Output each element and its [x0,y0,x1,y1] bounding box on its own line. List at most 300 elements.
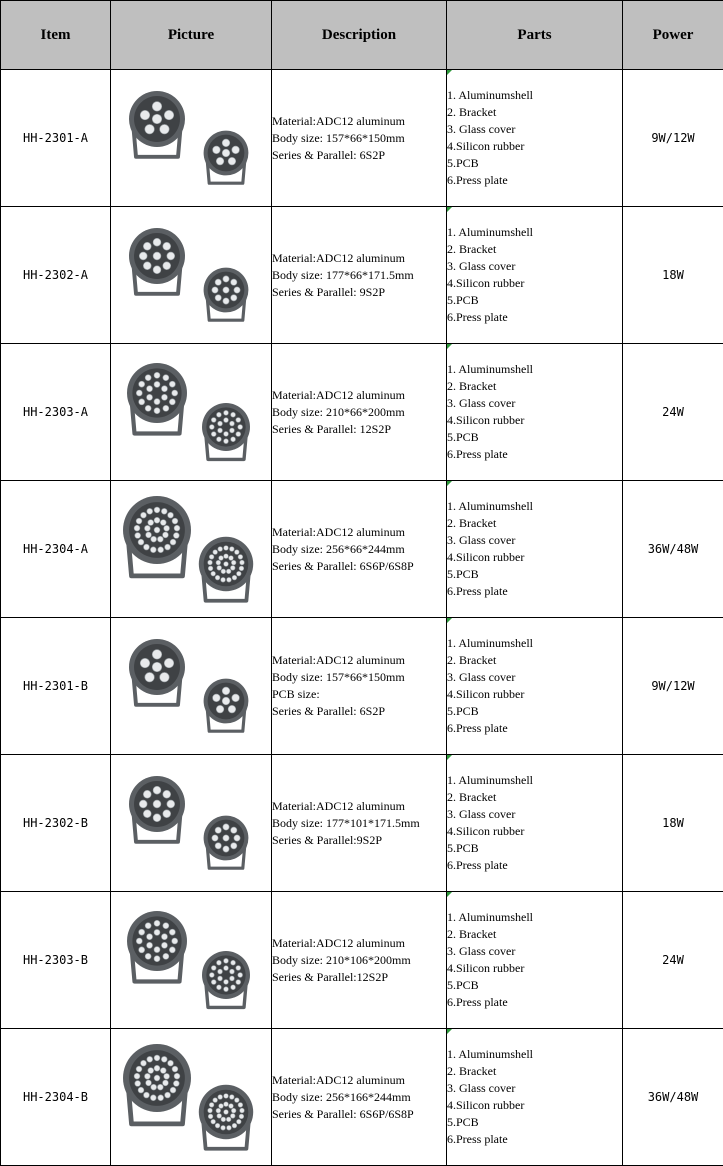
led-dot [215,279,221,285]
item-code: HH-2303-A [1,344,111,481]
led-dot [154,1075,160,1081]
parts-cell [447,755,623,892]
item-code: HH-2302-A [1,207,111,344]
parts-line: 3. Glass cover [447,670,516,684]
description-cell [272,755,447,892]
parts-cell [447,618,623,755]
led-dot [163,953,169,959]
led-dot [169,947,175,953]
description-line: Body size: 210*66*200mm [272,404,405,419]
led-dot [236,980,241,985]
parts-cell [447,344,623,481]
led-dot [228,705,236,713]
led-dot [232,146,240,154]
led-dot [143,790,151,798]
led-dot [231,279,237,285]
led-dot [217,960,222,965]
table-row [1,481,723,618]
description-line: Body size: 256*166*244mm [272,1089,411,1104]
led-dot [224,546,229,551]
description-line: Body size: 210*106*200mm [272,952,411,967]
led-dot [145,124,155,134]
led-dot [217,985,222,990]
led-dot [213,550,218,555]
cell-marker-icon [447,481,452,486]
led-dot [232,1123,237,1128]
description-line: Body size: 177*66*171.5mm [272,267,414,282]
power-value: 18W [623,755,723,892]
led-dot [135,1081,141,1087]
led-dot [211,966,216,971]
description-cell [272,618,447,755]
spotlight-product-icon [111,484,269,614]
led-dot [209,425,214,430]
table-row [1,618,723,755]
parts-line: 5.PCB [447,293,479,307]
led-dot [228,157,236,165]
description-line: Series & Parallel: 12S2P [272,421,391,436]
led-dot [215,295,221,301]
led-dot [230,969,235,974]
spotlight-product-icon [111,895,269,1025]
led-dot [223,835,229,841]
parts-line: 5.PCB [447,1115,479,1129]
led-dot [226,569,231,574]
description-cell [272,892,447,1029]
led-dot [231,960,236,965]
led-dot [240,560,245,565]
led-dot [217,412,222,417]
parts-line: 4.Silicon rubber [447,687,525,701]
parts-cell [447,892,623,1029]
item-code: HH-2304-B [1,1029,111,1166]
product-picture [111,207,272,344]
led-dot [230,1114,235,1119]
parts-cell [447,481,623,618]
led-dot [237,1119,242,1124]
led-dot [158,1095,164,1101]
led-dot [224,1094,229,1099]
led-dot [154,517,160,523]
led-dot [208,1108,213,1113]
led-dot [224,562,229,567]
led-dot [223,824,229,830]
led-dot [164,658,174,668]
led-dot [232,575,237,580]
led-dot [219,556,224,561]
parts-line: 4.Silicon rubber [447,1098,525,1112]
led-dot [161,394,167,400]
led-dot [224,1110,229,1115]
power-value: 36W/48W [623,1029,723,1166]
led-dot [219,1104,224,1109]
led-dot [216,1108,221,1113]
led-dot [154,929,160,935]
description-line: Material:ADC12 aluminum [272,798,405,813]
led-dot [215,843,221,849]
led-dot [151,1084,157,1090]
led-dot [209,555,214,560]
led-dot [234,287,240,293]
led-dot [236,432,241,437]
led-dot [151,536,157,542]
led-dot [145,375,151,381]
description-line: Material:ADC12 aluminum [272,935,405,950]
led-dot [163,375,169,381]
led-dot [209,1103,214,1108]
led-dot [215,1123,220,1128]
led-dot [145,1073,151,1079]
led-dot [160,520,166,526]
led-dot [238,1103,243,1108]
led-dot [218,1095,223,1100]
parts-line: 3. Glass cover [447,1081,516,1095]
led-dot [215,575,220,580]
product-picture [111,481,272,618]
led-dot [216,560,221,565]
parts-line: 5.PCB [447,430,479,444]
led-dot [145,923,151,929]
product-picture [111,892,272,1029]
led-dot [160,672,170,682]
led-dot [145,672,155,682]
description-line: Series & Parallel: 6S2P [272,704,385,718]
led-dot [211,980,216,985]
led-dot [143,262,151,270]
led-dot [218,428,223,433]
parts-line: 6.Press plate [447,858,508,872]
led-dot [147,386,153,392]
led-dot [224,958,229,963]
led-dot [144,1092,150,1098]
led-dot [216,157,224,165]
parts-line: 6.Press plate [447,1132,508,1146]
led-dot [161,508,167,514]
led-dot [139,947,145,953]
led-dot [152,114,162,124]
parts-line: 2. Bracket [447,105,497,119]
parts-cell [447,1029,623,1166]
led-dot [145,525,151,531]
led-dot [215,827,221,833]
led-dot [230,421,235,426]
led-dot [231,437,236,442]
table-row [1,207,723,344]
led-dot [154,1065,160,1071]
led-dot [154,507,160,513]
led-dot [136,390,142,396]
led-dot [209,973,214,978]
led-dot [224,410,229,415]
description-line: PCB size: [272,687,320,701]
led-dot [140,658,150,668]
led-dot [232,694,240,702]
led-dot [234,835,240,841]
description-line: Material:ADC12 aluminum [272,524,405,539]
description-line: Material:ADC12 aluminum [272,387,405,402]
led-dot [231,1108,236,1113]
led-dot [165,1092,171,1098]
led-dot [143,242,151,250]
cell-marker-icon [447,892,452,897]
led-dot [163,242,171,250]
led-dot [216,705,224,713]
led-dot [211,418,216,423]
led-dot [168,1060,174,1066]
table-row [1,755,723,892]
description-line: Series & Parallel: 6S6P/6S8P [272,1106,414,1121]
item-code: HH-2302-B [1,755,111,892]
led-dot [157,536,163,542]
parts-line: 1. Aluminumshell [447,1047,534,1061]
led-dot [239,1114,244,1119]
header-parts: Parts [447,1,623,70]
led-dot [141,512,147,518]
led-dot [221,1117,226,1122]
parts-line: 5.PCB [447,156,479,170]
led-dot [139,399,145,405]
description-line: Series & Parallel: 6S2P [272,147,385,162]
led-dot [161,386,167,392]
parts-line: 1. Aluminumshell [447,499,534,513]
led-dot [217,1114,222,1119]
led-dot [160,1068,166,1074]
led-dot [153,238,161,246]
led-dot [147,508,153,514]
led-dot [231,985,236,990]
description-line: Body size: 157*66*150mm [272,670,405,684]
parts-line: 4.Silicon rubber [447,139,525,153]
led-dot [222,687,230,695]
led-dot [172,390,178,396]
power-value: 36W/48W [623,481,723,618]
header-row [1,1,723,70]
led-dot [230,566,235,571]
led-dot [229,1095,234,1100]
led-dot [224,554,229,559]
product-picture [111,755,272,892]
led-dot [169,929,175,935]
led-dot [218,547,223,552]
spotlight-product-icon [111,347,269,477]
led-dot [163,405,169,411]
led-dot [221,1125,226,1130]
parts-line: 4.Silicon rubber [447,276,525,290]
led-dot [211,432,216,437]
led-dot [223,287,229,293]
led-dot [153,786,161,794]
led-dot [224,966,229,971]
led-dot [218,421,223,426]
led-dot [217,566,222,571]
header-item: Item [1,1,111,70]
product-picture [111,618,272,755]
led-dot [231,843,237,849]
led-dot [135,533,141,539]
parts-line: 2. Bracket [447,1064,497,1078]
header-picture: Picture [111,1,272,70]
led-dot [170,1087,176,1093]
cell-marker-icon [447,344,452,349]
parts-line: 6.Press plate [447,447,508,461]
led-dot [226,1117,231,1122]
led-dot [140,110,150,120]
led-dot [163,923,169,929]
led-dot [164,525,170,531]
spotlight-product-icon [111,210,269,340]
led-dot [148,1068,154,1074]
led-dot [157,1084,163,1090]
led-dot [139,929,145,935]
led-dot [161,1056,167,1062]
led-dot [167,252,175,260]
parts-line: 6.Press plate [447,310,508,324]
cell-marker-icon [447,1029,452,1034]
led-dot [236,966,241,971]
led-dot [212,835,218,841]
parts-line: 2. Bracket [447,653,497,667]
led-dot [229,547,234,552]
description-line: Series & Parallel: 6S6P/6S8P [272,558,414,573]
led-dot [172,518,178,524]
led-dot [150,1095,156,1101]
power-value: 24W [623,892,723,1029]
led-dot [147,1056,153,1062]
led-dot [211,571,216,576]
parts-line: 3. Glass cover [447,122,516,136]
led-dot [154,399,160,405]
led-dot [208,560,213,565]
led-dot [169,381,175,387]
parts-line: 3. Glass cover [447,533,516,547]
led-dot [212,287,218,293]
led-dot [154,956,160,962]
led-dot [174,525,180,531]
led-dot [172,938,178,944]
led-dot [147,934,153,940]
led-dot [143,810,151,818]
table-row [1,344,723,481]
parts-line: 5.PCB [447,978,479,992]
power-value: 24W [623,344,723,481]
parts-line: 6.Press plate [447,995,508,1009]
description-line: Material:ADC12 aluminum [272,1072,405,1087]
led-dot [146,532,152,538]
led-dot [231,295,237,301]
led-dot [141,1060,147,1066]
parts-line: 4.Silicon rubber [447,550,525,564]
led-dot [239,566,244,571]
cell-marker-icon [447,207,452,212]
led-dot [139,252,147,260]
led-dot [222,697,230,705]
led-dot [224,1102,229,1107]
led-dot [174,1073,180,1079]
parts-cell [447,70,623,207]
parts-line: 3. Glass cover [447,944,516,958]
led-dot [138,1087,144,1093]
led-dot [138,539,144,545]
led-dot [139,381,145,387]
led-dot [154,1055,160,1061]
led-dot [150,547,156,553]
cell-marker-icon [447,618,452,623]
led-dot [154,920,160,926]
led-dot [146,1080,152,1086]
led-dot [153,266,161,274]
description-cell [272,70,447,207]
parts-line: 1. Aluminumshell [447,636,534,650]
led-dot [229,556,234,561]
description-line: Series & Parallel: 9S2P [272,284,385,299]
description-cell [272,481,447,618]
parts-line: 4.Silicon rubber [447,961,525,975]
led-dot [211,1119,216,1124]
parts-line: 1. Aluminumshell [447,362,534,376]
cell-marker-icon [447,755,452,760]
led-dot [223,846,229,852]
led-dot [231,560,236,565]
description-cell [272,207,447,344]
led-dot [153,252,161,260]
led-dot [236,418,241,423]
led-dot [148,520,154,526]
table-row [1,892,723,1029]
led-dot [163,532,169,538]
led-dot [240,1108,245,1113]
parts-line: 4.Silicon rubber [447,824,525,838]
product-picture [111,1029,272,1166]
led-dot [160,124,170,134]
header-power: Power [623,1,723,70]
led-dot [229,1104,234,1109]
led-dot [227,577,232,582]
cell-marker-icon [447,70,452,75]
led-dot [167,800,175,808]
led-dot [154,947,160,953]
led-dot [218,976,223,981]
description-cell [272,344,447,481]
description-line: Material:ADC12 aluminum [272,653,405,667]
description-line: Body size: 256*66*244mm [272,541,405,556]
parts-line: 4.Silicon rubber [447,413,525,427]
led-dot [154,372,160,378]
led-dot [134,1073,140,1079]
led-dot [237,571,242,576]
led-dot [227,1125,232,1130]
led-dot [230,428,235,433]
led-dot [213,1098,218,1103]
led-dot [231,412,236,417]
led-dot [217,437,222,442]
product-picture [111,344,272,481]
table-row [1,70,723,207]
led-dot [222,139,230,147]
description-line: Material:ADC12 aluminum [272,113,405,128]
led-dot [145,405,151,411]
led-dot [136,1066,142,1072]
parts-cell [447,207,623,344]
led-dot [238,555,243,560]
led-dot [139,800,147,808]
led-dot [152,650,162,660]
led-dot [144,544,150,550]
parts-line: 5.PCB [447,567,479,581]
parts-line: 6.Press plate [447,584,508,598]
led-dot [238,425,243,430]
led-dot [161,934,167,940]
led-dot [238,973,243,978]
